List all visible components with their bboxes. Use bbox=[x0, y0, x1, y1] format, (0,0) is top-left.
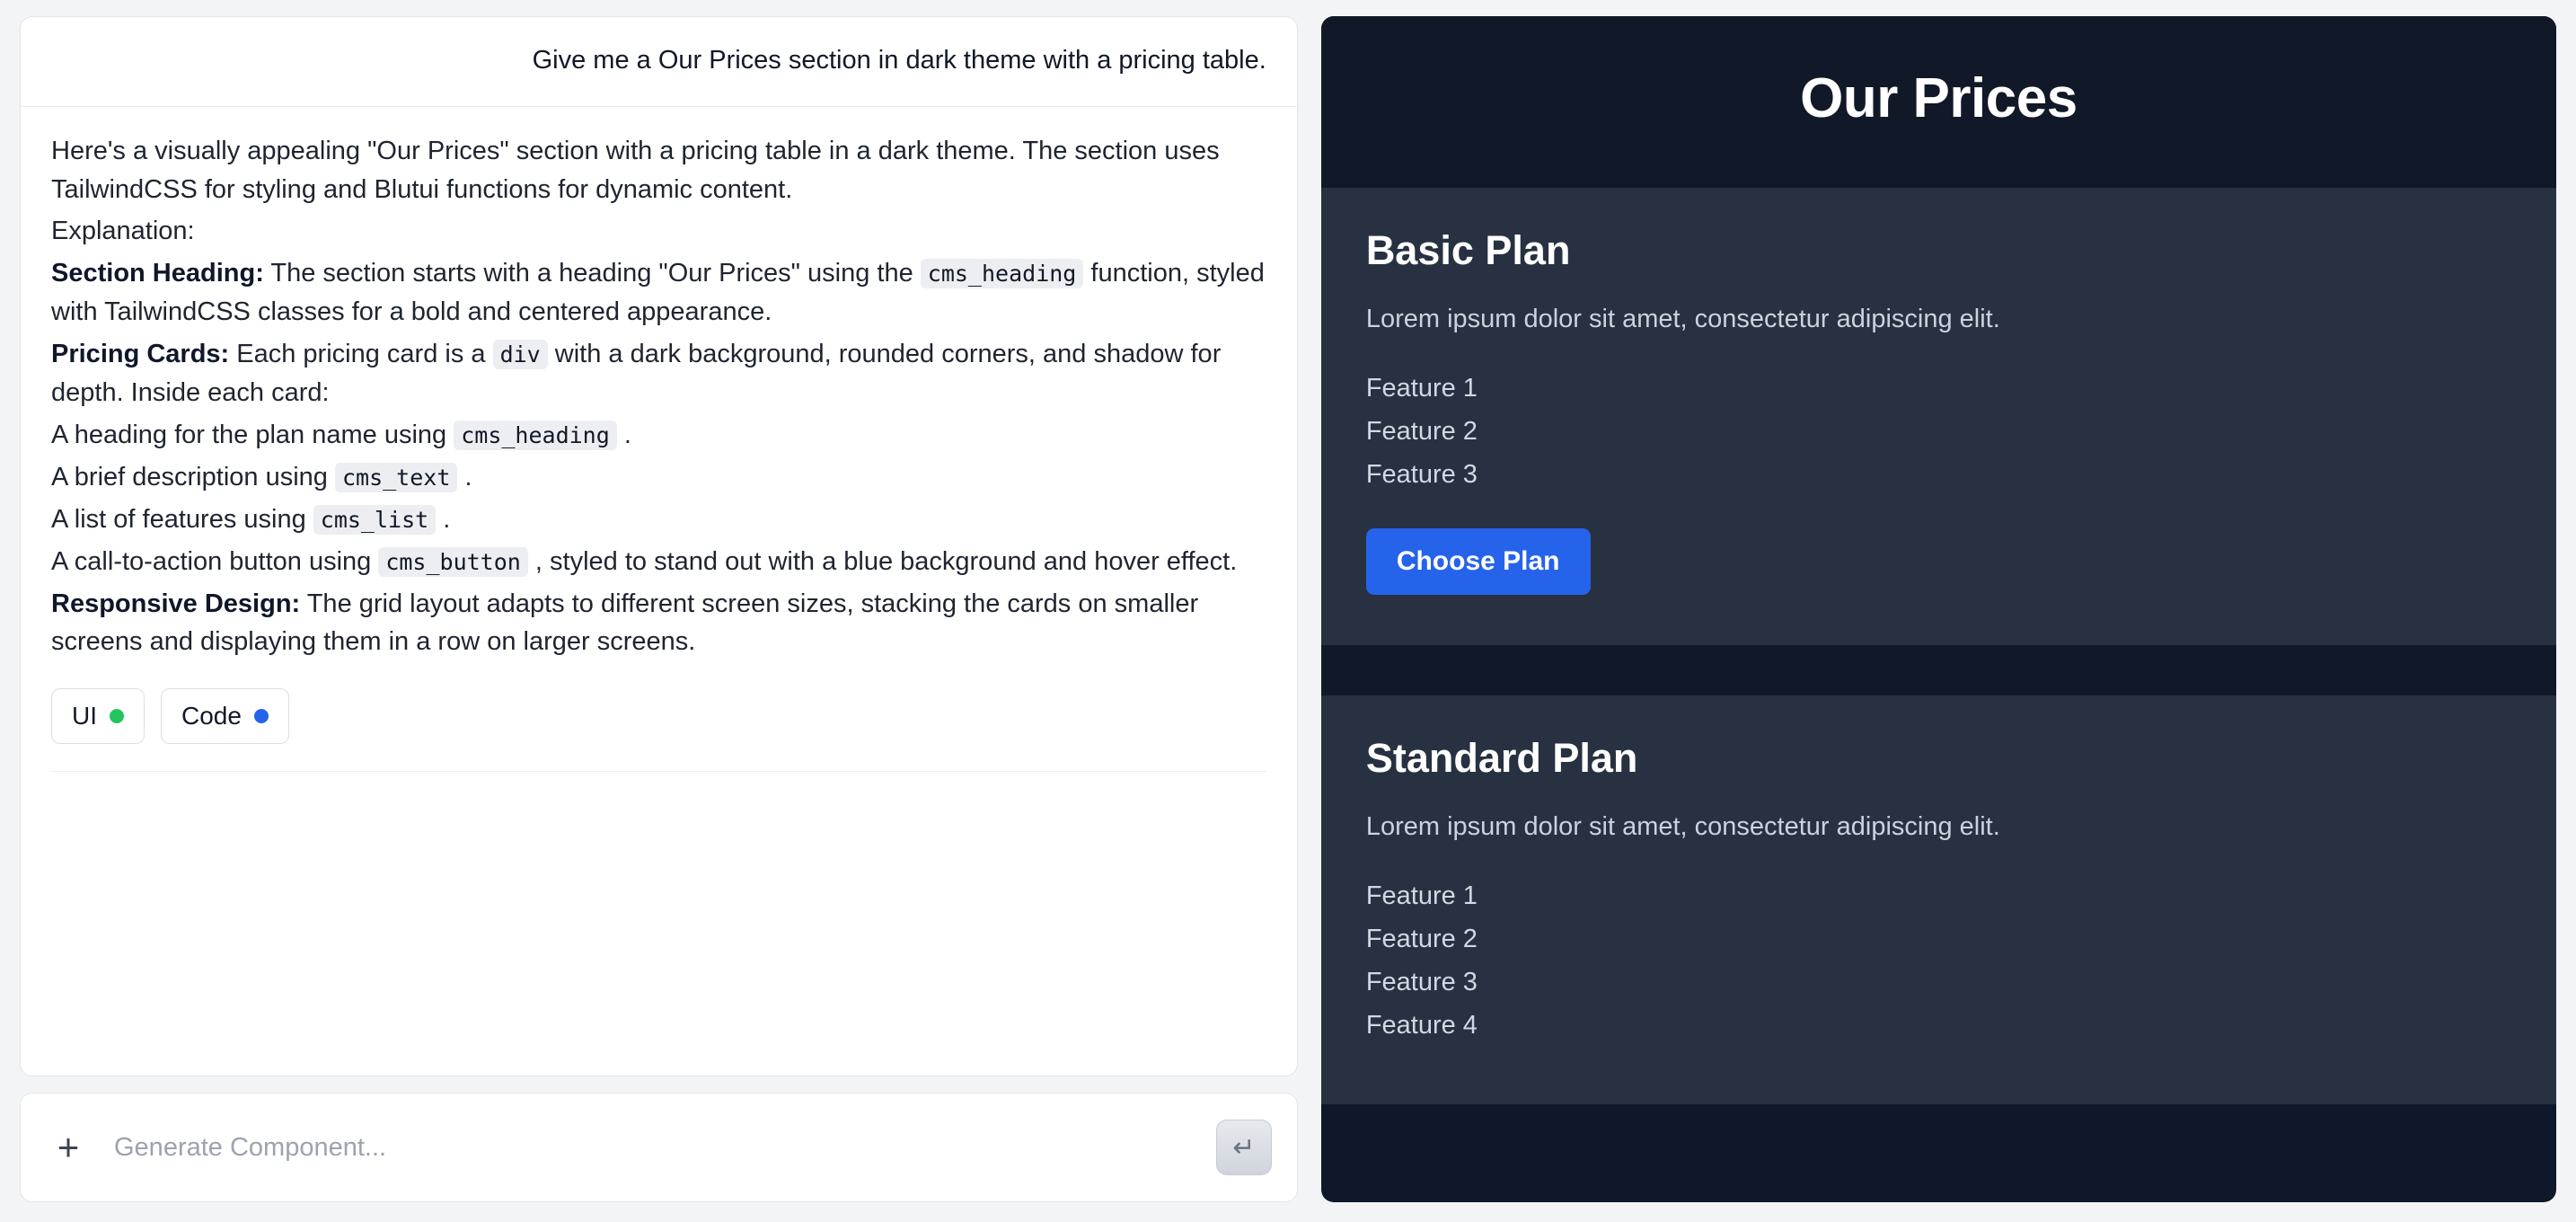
assistant-line-6 bbox=[51, 585, 1266, 662]
status-dot-icon bbox=[110, 709, 124, 723]
pricing-cards-gap bbox=[1321, 645, 2556, 695]
assistant-line-0 bbox=[51, 254, 1266, 332]
line-1-post: with a dark background, rounded corners, and shadow for depth. Inside each card: bbox=[51, 340, 1222, 408]
user-message: Give me a Our Prices section in dark theme with a pricing table. bbox=[21, 17, 1297, 107]
pricing-card-basic bbox=[1321, 188, 2556, 645]
line-0-bold: Section Heading: bbox=[51, 259, 264, 288]
line-2-pre: A heading for the plan name using bbox=[51, 420, 454, 449]
line-5-post: , styled to stand out with a blue background and hover effect. bbox=[527, 546, 1238, 576]
plan-feature: Feature 2 bbox=[1365, 417, 1478, 446]
response-mode-chips bbox=[21, 665, 1297, 771]
conversation-scroll-area bbox=[21, 772, 1297, 1076]
assistant-message bbox=[21, 107, 1297, 666]
add-attachment-icon[interactable]: + bbox=[57, 1126, 80, 1168]
line-4-post: . bbox=[436, 504, 451, 534]
line-3-post: . bbox=[457, 462, 472, 491]
line-5-code: cms_button bbox=[378, 547, 528, 577]
plan-feature: Feature 3 bbox=[1365, 460, 1478, 489]
line-4-code: cms_list bbox=[313, 505, 436, 535]
line-0-code: cms_heading bbox=[921, 259, 1084, 288]
line-6-pre: The grid layout adapts to different screen sizes, stacking the cards on smaller screens and displaying them in a row on larger screens. bbox=[51, 589, 1199, 657]
line-0-post: function, styled with TailwindCSS classes for a bold and centered appearance. bbox=[51, 259, 1265, 327]
assistant-line-1 bbox=[51, 335, 1266, 412]
plan-description: Lorem ipsum dolor sit amet, consectetur adipiscing elit. bbox=[1365, 812, 2000, 841]
chip-code[interactable] bbox=[161, 688, 289, 744]
conversation-card bbox=[20, 16, 1298, 1076]
assistant-line-2 bbox=[51, 416, 1266, 455]
line-1-bold: Pricing Cards: bbox=[51, 340, 230, 369]
chip-ui-label: UI bbox=[72, 702, 97, 731]
line-5-pre: A call-to-action button using bbox=[51, 546, 379, 576]
assistant-line-5 bbox=[51, 543, 1266, 581]
line-3-code: cms_text bbox=[335, 463, 457, 492]
line-6-bold: Responsive Design: bbox=[51, 589, 301, 618]
line-0-pre: The section starts with a heading "Our Prices" using the bbox=[263, 259, 921, 288]
composer-bar bbox=[20, 1093, 1298, 1202]
preview-hero bbox=[1321, 16, 2556, 188]
choose-plan-button[interactable]: Choose Plan bbox=[1366, 528, 1591, 595]
plan-feature: Feature 2 bbox=[1365, 925, 1478, 953]
pricing-card-standard bbox=[1321, 695, 2556, 1104]
preview-panel bbox=[1321, 16, 2556, 1202]
assistant-line-3 bbox=[51, 458, 1266, 497]
chip-ui[interactable] bbox=[51, 688, 145, 744]
line-3-pre: A brief description using bbox=[51, 462, 335, 491]
plan-feature: Feature 1 bbox=[1365, 374, 1478, 403]
send-icon[interactable]: ↵ bbox=[1216, 1120, 1272, 1175]
prompt-input[interactable] bbox=[114, 1133, 1195, 1163]
status-dot-icon bbox=[254, 709, 269, 723]
plan-feature: Feature 4 bbox=[1365, 1011, 1478, 1040]
line-1-pre: Each pricing card is a bbox=[229, 340, 493, 369]
chat-panel bbox=[20, 16, 1298, 1202]
page-title: Our Prices bbox=[1800, 67, 2078, 129]
line-4-pre: A list of features using bbox=[51, 504, 313, 534]
plan-feature: Feature 1 bbox=[1365, 881, 1478, 910]
line-1-code: div bbox=[493, 340, 548, 369]
line-2-post: . bbox=[616, 420, 631, 449]
plan-feature: Feature 3 bbox=[1365, 968, 1478, 996]
plan-title: Basic Plan bbox=[1365, 227, 1571, 273]
assistant-intro: Here's a visually appealing "Our Prices" section with a pricing table in a dark theme. The section uses TailwindCSS for styling and Blutui functions for dynamic content. bbox=[51, 136, 1220, 204]
plan-title: Standard Plan bbox=[1365, 735, 1638, 781]
plan-description: Lorem ipsum dolor sit amet, consectetur adipiscing elit. bbox=[1365, 305, 2000, 333]
chip-code-label: Code bbox=[181, 702, 242, 731]
assistant-explanation-label: Explanation: bbox=[51, 217, 195, 246]
assistant-line-4 bbox=[51, 500, 1266, 539]
line-2-code: cms_heading bbox=[454, 421, 617, 450]
